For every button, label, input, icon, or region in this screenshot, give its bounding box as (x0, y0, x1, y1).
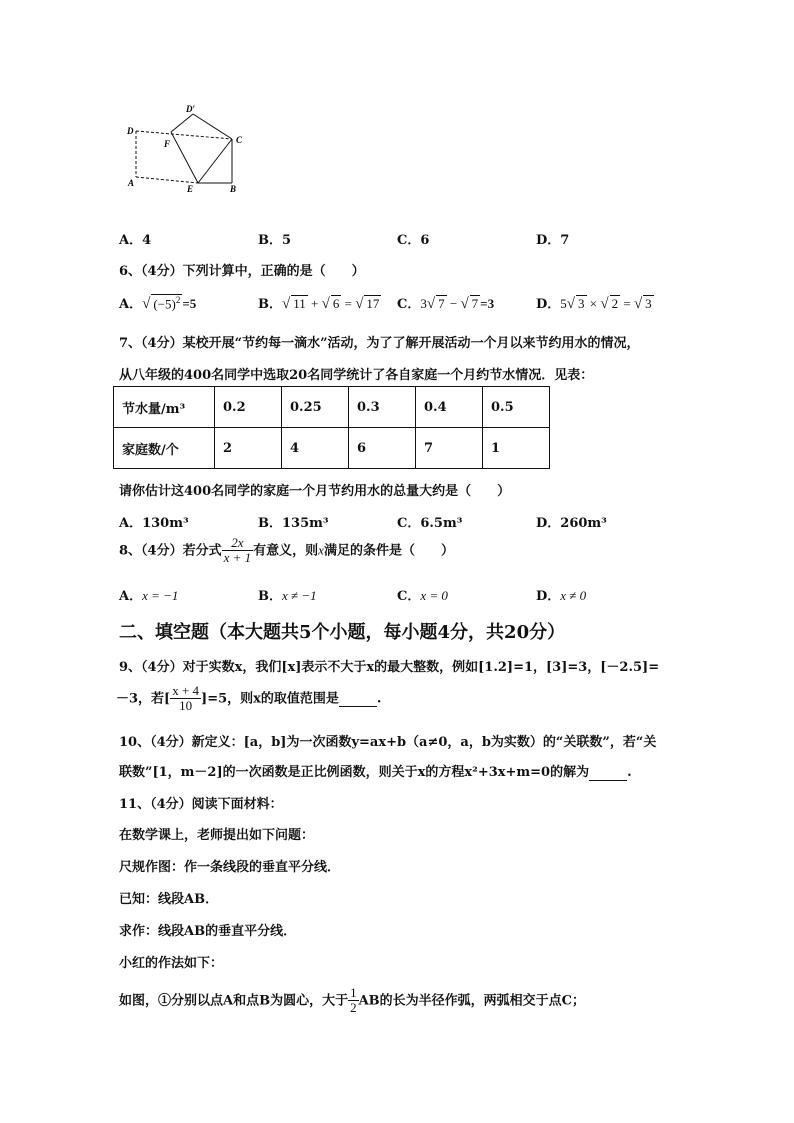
table-cell: 2 (215, 428, 282, 469)
q9-line1: 9、（4分）对于实数x，我们[x]表示不大于x的最大整数，例如[1.2]=1，[3]=3，[－2.5]= (119, 660, 660, 675)
q9-fraction: $\frac{x + 4}{10}$ (172, 683, 200, 714)
q8-option-c: C．x = 0 (397, 588, 448, 604)
q11-stem: 11、（4分）阅读下面材料： (119, 797, 283, 812)
q9-answer-blank[interactable] (339, 691, 377, 707)
label-D: D (127, 126, 134, 136)
q10-answer-blank[interactable] (589, 765, 627, 781)
table-cell: 0.2 (215, 387, 282, 428)
table-cell: 家庭数/个 (114, 428, 215, 469)
q7-option-a: A．130m³ (119, 516, 189, 531)
q5-option-a: A．4 (119, 233, 152, 248)
q10-line1: 10、（4分）新定义：[a，b]为一次函数y=ax+b（a≠0，a，b为实数）的“关联数”，若“关 (119, 735, 657, 750)
section-title: 二、填空题（本大题共5个小题，每小题4分，共20分） (119, 622, 566, 643)
q6-option-c: C．3√ 7 − √ 7 =3 (397, 296, 495, 312)
table-cell: 4 (282, 428, 349, 469)
q7-line2: 从八年级的400名同学中选取20名同学统计了各自家庭一个月约节水情况．见表： (119, 368, 594, 383)
q8-option-d: D．x ≠ 0 (536, 588, 587, 604)
q6-option-b: B．√ 11 + √ 6 = √ 17 (258, 296, 380, 312)
q10-line2: 联数”[1，m－2]的一次函数是正比例函数，则关于x的方程x²+3x+m=0的解为 . (119, 765, 632, 780)
q6-option-a: A．√ $(-5)^2 =5$ (119, 294, 197, 312)
q9-line2: －3，若[ $\frac{x + 4}{10}$ ]=5，则x的取值范围是 . (116, 683, 382, 714)
q11-paragraph: 在数学课上，老师提出如下问题： (119, 828, 315, 843)
table-cell: 0.5 (483, 387, 550, 428)
label-D-prime: D′ (186, 104, 196, 114)
table-cell: 节水量/m³ (114, 387, 215, 428)
q6-stem: 6、（4分）下列计算中，正确的是（ ） (119, 264, 365, 279)
label-E: E (187, 184, 194, 194)
table-cell: 0.4 (416, 387, 483, 428)
table-cell: 6 (349, 428, 416, 469)
folded-rectangle-figure (120, 100, 260, 215)
label-C: C (236, 135, 243, 145)
q11-paragraph: 如图，①分别以点A和点B为圆心，大于 $\frac{1}{2}$ AB的长为半径作弧，两弧相交于点C； (119, 985, 585, 1016)
q8-fraction: $\frac{2x}{x + 1}$ (223, 535, 252, 566)
q8-option-b: B．x ≠ −1 (258, 588, 317, 604)
q6-option-d: D．5√ 3 × √ 2 = √ 3 (536, 296, 652, 312)
q5-option-d: D．7 (536, 233, 570, 248)
table-cell: 7 (416, 428, 483, 469)
q11-fraction: $\frac{1}{2}$ (350, 985, 357, 1016)
q8-option-a: A．x = −1 (119, 588, 179, 604)
q11-paragraph: 求作：线段AB的垂直平分线． (119, 924, 297, 939)
q5-option-c: C．6 (397, 233, 430, 248)
q7-option-b: B．135m³ (258, 516, 329, 531)
q7-line1: 7、（4分）某校开展“节约每一滴水”活动，为了了解开展活动一个月以来节约用水的情况， (119, 336, 640, 351)
q7-option-c: C．6.5m³ (397, 516, 463, 531)
table-row (114, 428, 550, 469)
table-row (114, 387, 550, 428)
label-B: B (230, 184, 237, 194)
table-cell: 0.25 (282, 387, 349, 428)
q11-paragraph: 尺规作图：作一条线段的垂直平分线． (119, 860, 341, 875)
label-F: F (164, 139, 171, 149)
q8-stem: 8、（4分）若分式 $\frac{2x}{x + 1}$ 有意义，则x满足的条件是（ ） (119, 535, 454, 566)
q11-paragraph: 已知：线段AB． (119, 892, 219, 907)
q7-option-d: D．260m³ (536, 516, 607, 531)
water-saving-table (113, 386, 550, 469)
q5-option-b: B．5 (258, 233, 292, 248)
table-cell: 1 (483, 428, 550, 469)
table-cell: 0.3 (349, 387, 416, 428)
label-A: A (128, 178, 135, 188)
q7-question: 请你估计这400名同学的家庭一个月节约用水的总量大约是（ ） (119, 484, 511, 499)
q11-paragraph: 小红的作法如下： (119, 956, 224, 971)
